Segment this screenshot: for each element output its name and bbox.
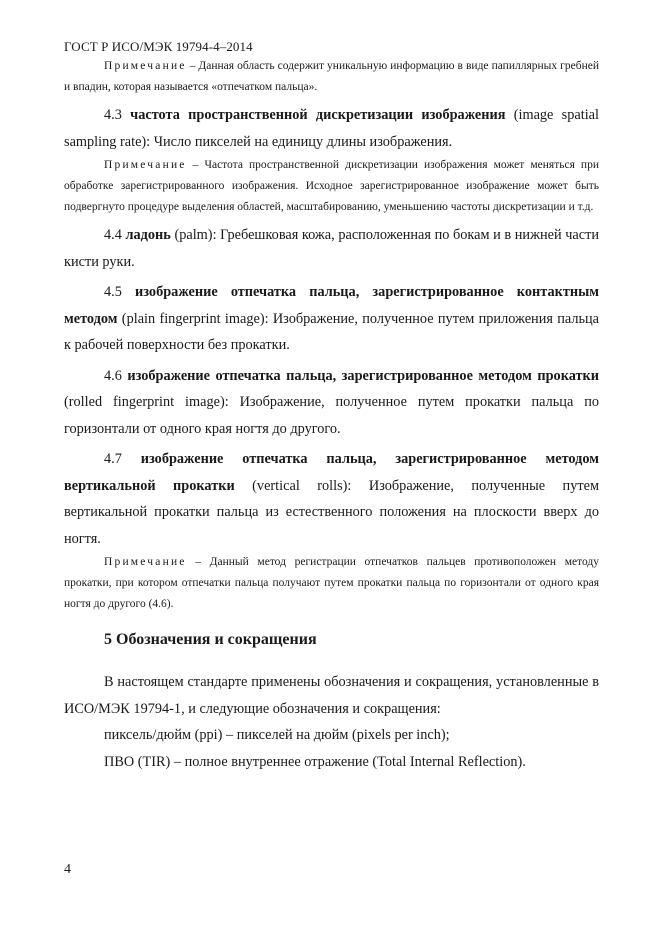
section-heading: 5 Обозначения и сокращения [104,631,317,648]
definition-number: 4.6 [104,367,128,384]
abbreviation-item-tir: ПВО (TIR) – полное внутреннее отражение (Total Internal Reflection). [104,753,526,770]
definition-term: ладонь [125,227,171,243]
definition-term: изображение отпечатка пальца, зарегистрированное методом прокатки [127,367,599,384]
definition-text: (palm): Гребешковая кожа, расположенная по бокам и в нижней части кисти руки. [64,227,599,270]
definition-number: 4.3 [104,107,131,123]
note-label: Примечание [104,159,187,171]
definition-term: изображение отпечатка пальца, зарегистрированное методом вертикальной прокатки [64,451,599,494]
definition-4-7 [64,446,599,552]
definition-term: изображение отпечатка пальца, зарегистрированное контактным методом [64,284,599,327]
definition-number: 4.7 [104,451,141,467]
document-body [64,56,599,775]
abbreviation-item-ppi: пиксель/дюйм (ppi) – пикселей на дюйм (pixels per inch); [104,727,450,743]
section-intro: В настоящем стандарте применены обозначения и сокращения, установленные в ИСО/МЭК 19794-1, и следующие обозначения и сокращения: [64,674,599,717]
definition-4-5 [64,279,599,359]
note-area-definition [64,56,599,98]
definition-term: частота пространственной дискретизации изображения [130,107,506,123]
note-label: Примечание [104,60,187,72]
note-text: – Данная область содержит уникальную информацию в виде папиллярных гребней и впадин, которая называется «отпечатком пальца». [64,60,599,93]
definition-4-3 [64,102,599,155]
definition-4-6 [64,363,599,443]
document-header: ГОСТ Р ИСО/МЭК 19794-4–2014 [64,39,253,54]
note-vertical-rolls [64,552,599,615]
definition-text: (image spatial sampling rate): Число пикселей на единицу длины изображения. [64,107,599,150]
note-text: – Частота пространственной дискретизации изображения может меняться при обработке зарегистрированного изображения. Исходное зарегистрированное изображение может быть подвергнуто процедуре выделения областей, масштабированию, уменьшению частоты дискретизации и т.д. [64,159,599,213]
page-number: 4 [64,862,71,877]
note-text: – Данный метод регистрации отпечатков пальцев противоположен методу прокатки, при котором отпечатки пальца получают путем прокатки пальца по горизонтали от одного края ногтя до другого (4.6). [64,556,599,610]
definition-4-4 [64,222,599,275]
definition-text: (rolled fingerprint image): Изображение, полученное путем прокатки пальца по горизонтали от одного края ногтя до другого. [64,394,599,437]
note-label: Примечание [104,556,187,568]
note-sampling-rate [64,155,599,218]
definition-text: (plain fingerprint image): Изображение, полученное путем приложения пальца к рабочей поверхности без прокатки. [64,310,599,353]
definition-number: 4.4 [104,227,126,243]
definition-text: (vertical rolls): Изображение, полученные путем вертикальной прокатки пальца из естественного положения на плоскости вверх до ногтя. [64,477,599,547]
definition-number: 4.5 [104,284,136,300]
